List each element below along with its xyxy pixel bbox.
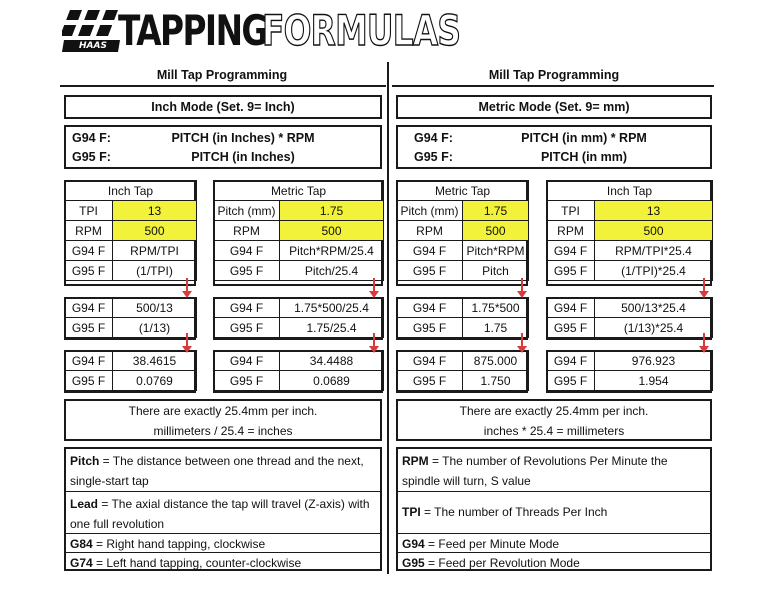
right-t2-formula-label: G94 F bbox=[547, 241, 595, 261]
right-t1-input-value: 1.75 bbox=[463, 201, 529, 221]
left-t2-sub-label: G94 F bbox=[214, 298, 280, 318]
definition-term: RPM bbox=[402, 454, 429, 468]
right-section-title: Mill Tap Programming bbox=[488, 68, 620, 82]
definition-item bbox=[398, 449, 710, 491]
right-formula-g95-code: G95 F: bbox=[414, 150, 453, 164]
right-t1-sub-value: 1.75*500 bbox=[463, 298, 529, 318]
definition-text: = The axial distance the tap will travel (Z-axis) with one full revolution bbox=[70, 497, 370, 531]
left-t2-input-value: 1.75 bbox=[280, 201, 384, 221]
left-title-underline bbox=[60, 85, 386, 87]
right-t2-input-value: 500 bbox=[595, 221, 713, 241]
left-t2-res-label: G94 F bbox=[214, 351, 280, 371]
right-t1-formula-value: Pitch*RPM bbox=[463, 241, 529, 261]
left-t1-sub-value: (1/13) bbox=[113, 318, 197, 338]
right-t1-input-label: Pitch (mm) bbox=[397, 201, 463, 221]
left-inch-tap-table bbox=[64, 180, 197, 281]
left-definitions bbox=[64, 447, 382, 571]
left-t2-result bbox=[213, 350, 384, 391]
right-t2-res-value: 976.923 bbox=[595, 351, 713, 371]
left-t2-formula-label: G94 F bbox=[214, 241, 280, 261]
right-note-line: There are exactly 25.4mm per inch. bbox=[459, 404, 649, 418]
left-t1-input-value: 500 bbox=[113, 221, 197, 241]
left-t2-res-value: 34.4488 bbox=[280, 351, 384, 371]
right-t2-formula-label: G95 F bbox=[547, 261, 595, 281]
definition-text: = The distance between one thread and the next, single-start tap bbox=[70, 454, 364, 488]
right-t2-res-label: G95 F bbox=[547, 371, 595, 391]
left-t2-sub-label: G95 F bbox=[214, 318, 280, 338]
left-mode-label: Inch Mode (Set. 9= Inch) bbox=[151, 100, 295, 114]
left-section-title: Mill Tap Programming bbox=[156, 68, 288, 82]
right-inch-tap-table bbox=[546, 180, 713, 281]
left-formula-g95-text: PITCH (in Inches) bbox=[191, 150, 295, 164]
left-t1-res-value: 0.0769 bbox=[113, 371, 197, 391]
right-t2-res-value: 1.954 bbox=[595, 371, 713, 391]
definition-item bbox=[66, 491, 380, 533]
left-formula-g94-code: G94 F: bbox=[72, 131, 111, 145]
left-t1-input-label: RPM bbox=[65, 221, 113, 241]
right-note-line: inches * 25.4 = millimeters bbox=[483, 424, 625, 438]
right-formula-g94-text: PITCH (in mm) * RPM bbox=[521, 131, 647, 145]
left-t1-formula-label: G94 F bbox=[65, 241, 113, 261]
left-t2-formula-value: Pitch*RPM/25.4 bbox=[280, 241, 384, 261]
title-formulas: FORMULAS bbox=[262, 6, 461, 55]
left-t1-formula-value: RPM/TPI bbox=[113, 241, 197, 261]
left-t2-sub-value: 1.75/25.4 bbox=[280, 318, 384, 338]
right-t1-formula-label: G94 F bbox=[397, 241, 463, 261]
right-t1-sub-label: G94 F bbox=[397, 298, 463, 318]
right-t1-input-value: 500 bbox=[463, 221, 529, 241]
definition-term: TPI bbox=[402, 505, 421, 519]
right-t1-sub-label: G95 F bbox=[397, 318, 463, 338]
left-t1-res-label: G94 F bbox=[65, 351, 113, 371]
left-t1-input-label: TPI bbox=[65, 201, 113, 221]
left-t2-sub-value: 1.75*500/25.4 bbox=[280, 298, 384, 318]
left-t1-input-value: 13 bbox=[113, 201, 197, 221]
definition-text: = The number of Revolutions Per Minute the spindle will turn, S value bbox=[402, 454, 668, 488]
left-t1-result bbox=[64, 350, 197, 391]
definition-term: G74 bbox=[70, 556, 93, 570]
left-t1-substituted bbox=[64, 297, 197, 338]
definition-term: G84 bbox=[70, 537, 93, 551]
definition-item bbox=[66, 552, 380, 571]
logo-text: HAAS bbox=[79, 41, 107, 51]
left-t2-formula-label: G95 F bbox=[214, 261, 280, 281]
right-t1-res-value: 875.000 bbox=[463, 351, 529, 371]
right-t1-res-value: 1.750 bbox=[463, 371, 529, 391]
left-t2-res-value: 0.0689 bbox=[280, 371, 384, 391]
right-t1-sub-value: 1.75 bbox=[463, 318, 529, 338]
right-definitions bbox=[396, 447, 712, 571]
right-formula-g95-text: PITCH (in mm) bbox=[540, 150, 628, 164]
definition-term: Pitch bbox=[70, 454, 100, 468]
left-t1-title: Inch Tap bbox=[65, 181, 197, 201]
right-t1-title: Metric Tap bbox=[397, 181, 529, 201]
left-note-box bbox=[64, 399, 382, 441]
right-t1-substituted bbox=[396, 297, 529, 338]
right-t2-formula-value: RPM/TPI*25.4 bbox=[595, 241, 713, 261]
right-t1-res-label: G94 F bbox=[397, 351, 463, 371]
right-formula-box bbox=[396, 125, 712, 169]
left-t2-input-label: RPM bbox=[214, 221, 280, 241]
definition-text: = The number of Threads Per Inch bbox=[420, 505, 608, 519]
right-mode-box bbox=[396, 95, 712, 119]
left-t1-sub-label: G94 F bbox=[65, 298, 113, 318]
left-formula-g95-code: G95 F: bbox=[72, 150, 111, 164]
right-t1-input-label: RPM bbox=[397, 221, 463, 241]
left-formula-g94-text: PITCH (in Inches) * RPM bbox=[171, 131, 315, 145]
center-divider bbox=[387, 62, 389, 574]
title-tapping: TAPPING bbox=[118, 6, 267, 55]
definition-item bbox=[398, 552, 710, 571]
definition-term: Lead bbox=[70, 497, 99, 511]
right-t2-input-label: RPM bbox=[547, 221, 595, 241]
left-note-line: There are exactly 25.4mm per inch. bbox=[128, 404, 318, 418]
left-t1-sub-value: 500/13 bbox=[113, 298, 197, 318]
left-t2-substituted bbox=[213, 297, 384, 338]
left-metric-tap-table bbox=[213, 180, 384, 281]
right-t2-substituted bbox=[546, 297, 713, 338]
left-t2-title: Metric Tap bbox=[214, 181, 384, 201]
right-t2-title: Inch Tap bbox=[547, 181, 713, 201]
right-t2-sub-value: (1/13)*25.4 bbox=[595, 318, 713, 338]
definition-item bbox=[398, 533, 710, 553]
right-t1-formula-value: Pitch bbox=[463, 261, 529, 281]
definition-item bbox=[398, 491, 710, 533]
right-t2-res-label: G94 F bbox=[547, 351, 595, 371]
definition-term: G95 bbox=[402, 556, 425, 570]
left-t1-formula-label: G95 F bbox=[65, 261, 113, 281]
definition-text: = Feed per Minute Mode bbox=[424, 537, 560, 551]
right-t2-input-label: TPI bbox=[547, 201, 595, 221]
right-t1-result bbox=[396, 350, 529, 391]
left-t2-formula-value: Pitch/25.4 bbox=[280, 261, 384, 281]
right-t2-formula-value: (1/TPI)*25.4 bbox=[595, 261, 713, 281]
definition-item bbox=[66, 533, 380, 553]
right-t2-sub-label: G94 F bbox=[547, 298, 595, 318]
left-t1-res-value: 38.4615 bbox=[113, 351, 197, 371]
right-note-box bbox=[396, 399, 712, 441]
right-mode-label: Metric Mode (Set. 9= mm) bbox=[478, 100, 630, 114]
left-t1-formula-value: (1/TPI) bbox=[113, 261, 197, 281]
definition-term: G94 bbox=[402, 537, 425, 551]
definition-item bbox=[66, 449, 380, 491]
left-t2-input-value: 500 bbox=[280, 221, 384, 241]
left-t1-res-label: G95 F bbox=[65, 371, 113, 391]
left-note-line: millimeters / 25.4 = inches bbox=[153, 424, 293, 438]
right-t2-input-value: 13 bbox=[595, 201, 713, 221]
left-t2-input-label: Pitch (mm) bbox=[214, 201, 280, 221]
definition-text: = Right hand tapping, clockwise bbox=[92, 537, 266, 551]
right-t2-sub-label: G95 F bbox=[547, 318, 595, 338]
right-t1-formula-label: G95 F bbox=[397, 261, 463, 281]
right-title-underline bbox=[392, 85, 714, 87]
definition-text: = Left hand tapping, counter-clockwise bbox=[92, 556, 302, 570]
definition-text: = Feed per Revolution Mode bbox=[424, 556, 580, 570]
haas-logo bbox=[62, 6, 124, 56]
right-t2-sub-value: 500/13*25.4 bbox=[595, 298, 713, 318]
left-t2-res-label: G95 F bbox=[214, 371, 280, 391]
right-t1-res-label: G95 F bbox=[397, 371, 463, 391]
right-formula-g94-code: G94 F: bbox=[414, 131, 453, 145]
left-t1-sub-label: G95 F bbox=[65, 318, 113, 338]
left-mode-box bbox=[64, 95, 382, 119]
right-t2-result bbox=[546, 350, 713, 391]
left-formula-box bbox=[64, 125, 382, 169]
right-metric-tap-table bbox=[396, 180, 529, 281]
